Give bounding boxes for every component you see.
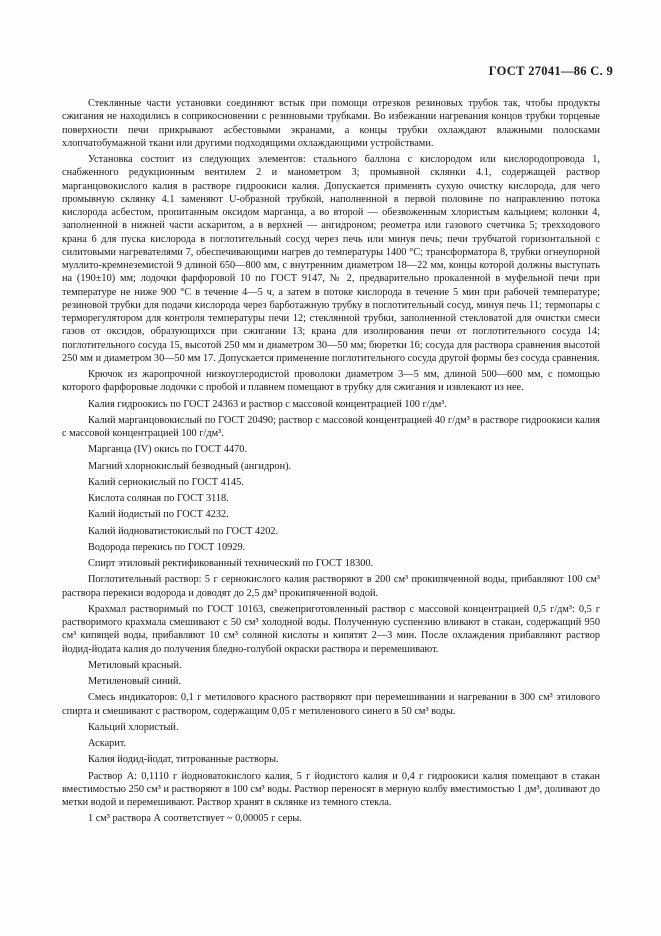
paragraph-19: Кальций хлористый. [88,721,179,733]
document-body [62,97,600,826]
paragraph-11: Калий йодноватистокислый по ГОСТ 4202. [88,525,279,537]
paragraph-2: Установка состоит из следующих элементов: стального баллона с кислородом или кислородопровода 1, снабженного редукционным вентилем 2 и манометром 3; промывной склянки 4.1, содержащей раствор марганцовокислого калия в растворе гидроокиси калия. Допускается применять сухую очистку кислорода, для чего промывную склянку 4.1 заменяют U-образной трубкой, наполненной в первой половине по направлению потока кислорода асбестом, пропитанным оксидом марганца, а во второй — обезвоженным хлористым кальцием; колонки 4, заполненной в нижней части аскаритом, а в верхней — ангидроном; реометра или газового счетчика 5; трехходового крана 6 для пуска кислорода в поглотительный сосуд через печь или минуя печь; печи трубчатой горизонтальной с силитовыми нагревателями 7, обеспечивающими нагрев до температуры 1400 °С; трансформатора 8, трубки огнеупорной муллито-кремнеземистой 9 длиной 650—800 мм, с внутренним диаметром 18—22 мм, концы которой должны выступать на (190±10) мм; лодочки фарфоровой 10 по ГОСТ 9147, № 2, предварительно прокаленной в муфельной печи при температуре не ниже 900 °С в течение 4—5 ч, а затем в потоке кислорода в течение 5 мин при рабочей температуре; резиновой трубки для подачи кислорода через барботажную трубку в поглотительный сосуд, минуя печь 11; термопары с терморегулятором для контроля температуры печи 12; стеклянной трубки, заполненной стекловатой для очистки смеси газов от оксидов, образующихся при сжигании 13; крана для изолирования печи от поглотительного сосуда 14; поглотительного сосуда 15, высотой 250 мм и диаметром 30—50 мм; бюретки 16; сосуда для раствора сравнения высотой 250 мм и диаметром 30—50 мм 17. Допускается применение поглотительного сосуда другой формы без сосуда сравнения. [62,154,600,364]
paragraph-12: Водорода перекись по ГОСТ 10929. [88,541,246,553]
paragraph-9: Кислота соляная по ГОСТ 3118. [88,493,229,504]
paragraph-18: Смесь индикаторов: 0,1 г метилового красного растворяют при перемешивании и нагревании в 300 см³ этилового спирта и смешивают с раствором, содержащим 0,05 г метиленового синего в 50 см³ воды. [62,692,600,717]
paragraph-13: Спирт этиловый ректификованный технический по ГОСТ 18300. [88,558,374,569]
paragraph-1: Стеклянные части установки соединяют встык при помощи отрезков резиновых трубок так, чтобы продукты сжигания не находились в соприкосновении с резиновыми трубками. Во избежании нагревания концов трубки торцевые поверхности печи прикрывают асбестовыми экранами, а концы трубки охлаждают влажными полосками хлопчатобумажной ткани или другими подходящими охлаждающими устройствами. [62,98,600,149]
paragraph-5: Калий марганцовокислый по ГОСТ 20490; раствор с массовой концентрацией 40 г/дм³ в растворе гидроокиси калия с массовой концентрацией 100 г/дм³. [62,414,600,439]
paragraph-15: Крахмал растворимый по ГОСТ 10163, свежеприготовленный раствор с массовой концентрацией 0,5 г/дм³: 0,5 г растворимого крахмала смешивают с 50 см³ холодной воды. Полученную суспензию вливают в стакан, содержащий 950 см³ кипящей воды, прибавляют 10 см³ соляной кислоты и кипятят 2—3 мин. После охлаждения прибавляют раствор йодид-йодата калия до получения бледно-голубой окраски раствора и перемешивают. [62,603,600,655]
paragraph-4: Калия гидроокись по ГОСТ 24363 и раствор с массовой концентрацией 100 г/дм³. [88,398,447,410]
paragraph-21: Калия йодид-йодат, титрованные растворы. [88,754,279,766]
paragraph-10: Калий йодистый по ГОСТ 4232. [88,509,229,521]
paragraph-3: Крючок из жаропрочной низкоуглеродистой проволоки диаметром 3—5 мм, длиной 500—600 мм, с помощью которого фарфоровые лодочки с пробой и плавнем помещают в трубку для сжигания и извлекают из нее. [62,369,600,394]
page-header: ГОСТ 27041—86 С. 9 [488,64,613,78]
paragraph-8: Калий сернокислый по ГОСТ 4145. [88,476,244,488]
paragraph-6: Марганца (IV) окись по ГОСТ 4470. [88,444,248,456]
paragraph-17: Метиленовый синий. [88,676,182,687]
paragraph-14: Поглотительный раствор: 5 г сернокислого калия растворяют в 200 см³ прокипяченной воды, прибавляют 100 см³ раствора перекиси водорода и доводят до 2,5 дм³ прокипяченной водой. [62,574,600,599]
paragraph-16: Метиловый красный. [88,659,182,671]
paragraph-7: Магний хлорнокислый безводный (ангидрон). [88,460,292,472]
paragraph-22: Раствор А: 0,1110 г йодноватокислого калия, 5 г йодистого калия и 0,4 г гидроокиси калия помещают в стакан вместимостью 250 см³ и растворяют в 100 см³ воды. Раствор переносят в мерную колбу вместимостью 1 дм³, доливают до метки водой и перемешивают. Раствор хранят в склянке из темного стекла. [62,770,600,808]
paragraph-20: Аскарит. [88,738,127,749]
paragraph-23: 1 см³ раствора А соответствует ~ 0,00005 г серы. [88,813,302,825]
